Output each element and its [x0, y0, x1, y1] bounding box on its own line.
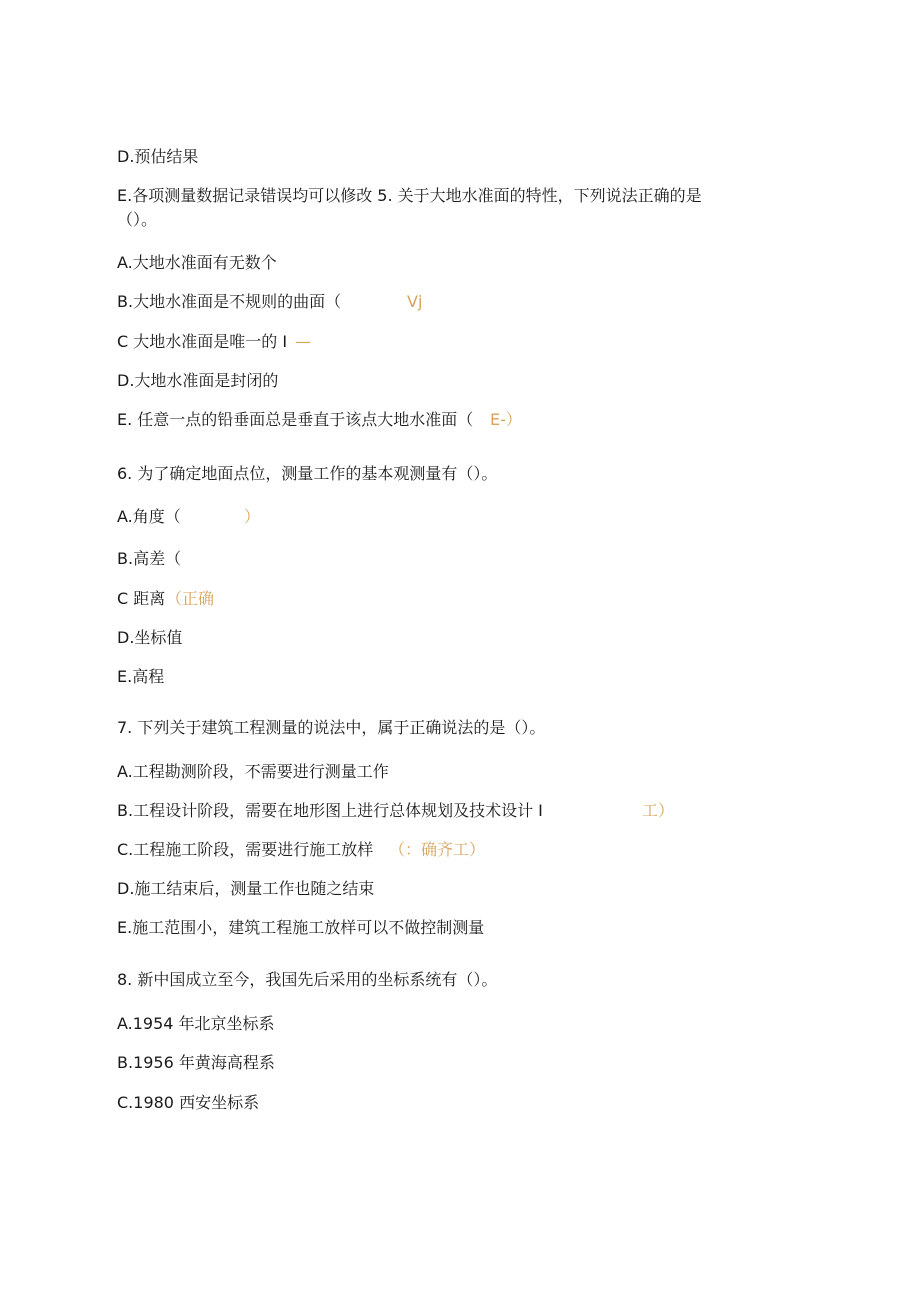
handwritten-mark-q7-b: 工） [642, 801, 675, 820]
option-q7-b: B.工程设计阶段，需要在地形图上进行总体规划及技术设计 I [117, 801, 543, 820]
option-q7-e: E.施工范围小，建筑工程施工放样可以不做控制测量 [117, 918, 485, 937]
question-6: 6. 为了确定地面点位，测量工作的基本观测量有（）。 [117, 464, 498, 483]
handwritten-mark-q6-c: （正确 [166, 589, 215, 608]
option-q8-a: A.1954 年北京坐标系 [117, 1014, 275, 1033]
option-q5-c: C 大地水准面是唯一的 I [117, 332, 288, 351]
option-q7-d: D.施工结束后，测量工作也随之结束 [117, 879, 375, 898]
option-q6-e: E.高程 [117, 667, 165, 686]
option-q8-b: B.1956 年黄海高程系 [117, 1053, 275, 1072]
option-q6-c: C 距离 [117, 589, 166, 608]
handwritten-mark-q6-a: ） [244, 507, 261, 526]
option-q5-a: A.大地水准面有无数个 [117, 253, 277, 272]
handwritten-mark-q5-e: E-） [490, 410, 522, 429]
option-q7-c: C.工程施工阶段，需要进行施工放样 [117, 840, 374, 859]
option-q6-d: D.坐标值 [117, 628, 183, 647]
option-q4-d: D.预估结果 [117, 147, 199, 166]
option-q6-b: B.高差（ [117, 549, 182, 568]
option-q5-b: B.大地水准面是不规则的曲面（ [117, 292, 342, 311]
option-q6-a: A.角度（ [117, 507, 181, 526]
handwritten-mark-q5-c: — [295, 332, 311, 351]
handwritten-mark-q5-b: Vj [407, 292, 423, 311]
handwritten-mark-q7-c: （：确齐工） [389, 840, 486, 859]
option-q8-c: C.1980 西安坐标系 [117, 1093, 260, 1112]
question-7: 7. 下列关于建筑工程测量的说法中，属于正确说法的是（）。 [117, 718, 546, 737]
question-5-continuation: （）。 [117, 210, 158, 229]
option-q4-e-and-question-5: E.各项测量数据记录错误均可以修改 5. 关于大地水准面的特性，下列说法正确的是 [117, 186, 702, 205]
option-q5-d: D.大地水准面是封闭的 [117, 371, 279, 390]
question-8: 8. 新中国成立至今，我国先后采用的坐标系统有（）。 [117, 970, 498, 989]
option-q7-a: A.工程勘测阶段，不需要进行测量工作 [117, 762, 389, 781]
option-q5-e: E. 任意一点的铅垂面总是垂直于该点大地水准面（ [117, 410, 474, 429]
